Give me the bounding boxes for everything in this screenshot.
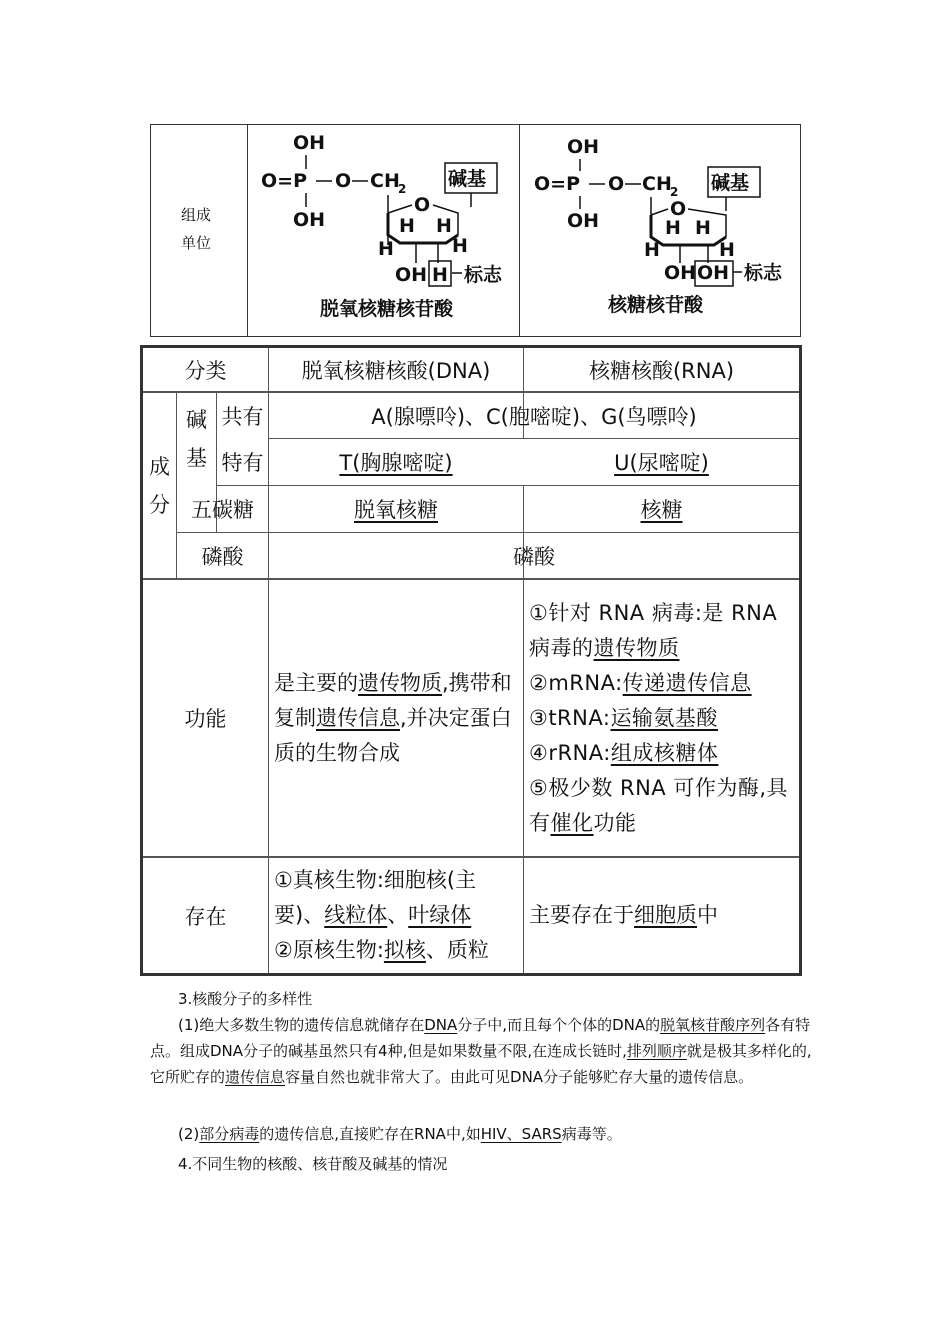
p1-text: 分子中,而且每个个体的DNA的 bbox=[457, 1016, 661, 1034]
rna-function-key: 组成核糖体 bbox=[610, 740, 719, 765]
rna-function-text: 功能 bbox=[593, 810, 637, 835]
mark-atom: OH bbox=[697, 262, 730, 284]
dna-sugar bbox=[269, 486, 523, 532]
p1-text: 就是极其多样化的,它所贮存的 bbox=[150, 1042, 812, 1086]
ribonucleotide-structure bbox=[520, 125, 802, 338]
dna-function-part: ,携带和复制 bbox=[274, 670, 512, 730]
o-double-p: O=P bbox=[534, 173, 580, 195]
base-label-1: 碱 bbox=[186, 408, 207, 432]
rna-existence bbox=[529, 858, 797, 973]
common-label: 共有 bbox=[221, 404, 264, 429]
p1-text: 各有特点。组成DNA分子的碱基虽然只有4种,但是如果数量不限,在连成长链时, bbox=[150, 1016, 811, 1060]
function-label: 功能 bbox=[184, 707, 227, 731]
dna-function-part: ,并决定蛋白质的生物合成 bbox=[274, 705, 512, 765]
dna-function-genetic-material: 遗传物质 bbox=[358, 670, 442, 695]
unit-label: 组成 单位 bbox=[181, 206, 212, 252]
dna-existence-nucleus: 细胞核 bbox=[383, 868, 447, 892]
rna-function-key: 遗传物质 bbox=[593, 635, 680, 660]
mark-label: 标志 bbox=[744, 262, 783, 284]
component-label-2: 分 bbox=[149, 492, 170, 517]
p1-genetic-info: 遗传信息 bbox=[225, 1068, 286, 1086]
p1-text: 容量自然也就非常大了。由此可见DNA分子能够贮存大量的遗传信息。 bbox=[285, 1068, 754, 1086]
p2-some-viruses: 部分病毒 bbox=[199, 1125, 260, 1143]
base-label-2: 基 bbox=[186, 446, 207, 470]
base-label bbox=[177, 393, 216, 485]
mark-label: 标志 bbox=[464, 264, 503, 286]
dna-existence-part: 、 bbox=[387, 903, 409, 927]
rna-function-text: ②mRNA: bbox=[529, 670, 623, 695]
dna-existence-part: 、质粒 bbox=[425, 938, 489, 962]
ch2-group: CH bbox=[642, 173, 672, 195]
oh-bottom: OH bbox=[293, 209, 326, 231]
ring-h-4: H bbox=[719, 239, 735, 261]
oh-top: OH bbox=[567, 136, 600, 158]
component-label bbox=[143, 393, 176, 578]
dna-sugar-text: 脱氧核糖 bbox=[354, 498, 438, 522]
ester-o: O bbox=[608, 173, 625, 195]
oh-top: OH bbox=[293, 132, 326, 154]
ring-h-1: H bbox=[399, 215, 415, 237]
dna-function bbox=[274, 580, 522, 856]
header-category: 分类 bbox=[184, 358, 227, 383]
rna-function bbox=[529, 580, 797, 856]
dna-specific-base bbox=[269, 439, 523, 485]
p2-text: 的遗传信息,直接贮存在RNA中,如 bbox=[259, 1125, 481, 1143]
p1-dna: DNA bbox=[424, 1016, 458, 1034]
header-rna: 核糖核酸(RNA) bbox=[588, 358, 735, 383]
dna-existence bbox=[274, 858, 522, 973]
dna-existence-part: ①真核生物: bbox=[274, 868, 384, 892]
sugar-label: 五碳糖 bbox=[191, 498, 254, 522]
dna-specific-text: T(胸腺嘧啶) bbox=[339, 451, 453, 475]
rna-function-item-4 bbox=[529, 736, 797, 771]
ring-h-2: H bbox=[436, 215, 452, 237]
rna-existence-part: 主要存在于 bbox=[529, 903, 634, 927]
base-label: 碱基 bbox=[448, 168, 487, 190]
ring-oxygen: O bbox=[670, 198, 687, 220]
deoxyribonucleotide-cell bbox=[248, 124, 519, 337]
dna-existence-text bbox=[274, 863, 522, 968]
paragraph-1 bbox=[150, 1012, 816, 1090]
rna-function-text: ①针对 RNA 病毒:是 RNA 病毒的 bbox=[529, 600, 778, 660]
p1-order: 排列顺序 bbox=[626, 1042, 687, 1060]
dna-existence-mitochondria: 线粒体 bbox=[324, 903, 388, 927]
rna-function-text: ③tRNA: bbox=[529, 705, 611, 730]
dna-existence-part: (主要)、 bbox=[274, 868, 477, 927]
ring-h-3: H bbox=[378, 238, 394, 260]
phosphate-value: 磷酸 bbox=[513, 544, 555, 569]
dna-function-text bbox=[274, 666, 522, 771]
rna-function-key: 运输氨基酸 bbox=[610, 705, 718, 730]
rna-function-list bbox=[529, 596, 797, 841]
deoxyribonucleotide-structure bbox=[248, 125, 519, 338]
existence-label: 存在 bbox=[184, 904, 227, 929]
ring-oxygen: O bbox=[414, 194, 431, 216]
section-3-title: 3.核酸分子的多样性 bbox=[178, 990, 313, 1008]
header-dna: 脱氧核糖核酸(DNA) bbox=[301, 358, 491, 383]
rna-sugar bbox=[524, 486, 799, 532]
rna-existence-part: 中 bbox=[697, 903, 718, 927]
dna-existence-part: ②原核生物: bbox=[274, 938, 384, 962]
rna-sugar-text: 核糖 bbox=[640, 498, 683, 522]
ch2-subscript: 2 bbox=[670, 185, 679, 199]
ch2-subscript: 2 bbox=[398, 182, 407, 196]
common-bases: A(腺嘌呤)、C(胞嘧啶)、G(鸟嘌呤) bbox=[371, 404, 697, 429]
p2-virus-names: HIV、SARS bbox=[480, 1125, 562, 1143]
phosphate-label: 磷酸 bbox=[201, 544, 244, 569]
dna-function-genetic-info: 遗传信息 bbox=[316, 705, 400, 730]
dna-function-part: 是主要的 bbox=[274, 670, 358, 695]
ester-o: O bbox=[335, 170, 352, 192]
ribonucleotide-cell bbox=[519, 124, 801, 337]
paragraph-2 bbox=[150, 1121, 816, 1147]
nucleotide-structure-table bbox=[150, 124, 801, 337]
deoxy-caption: 脱氧核糖核苷酸 bbox=[320, 298, 454, 320]
dna-existence-chloroplast: 叶绿体 bbox=[408, 903, 472, 927]
rna-function-item-2 bbox=[529, 666, 797, 701]
oh-bottom: OH bbox=[567, 210, 600, 232]
rna-function-text: ④rRNA: bbox=[529, 740, 611, 765]
rna-function-item-1 bbox=[529, 596, 797, 666]
unit-label-cell bbox=[150, 124, 248, 337]
ring-h-2: H bbox=[695, 217, 711, 239]
rna-function-key: 传递遗传信息 bbox=[622, 670, 752, 695]
o-double-p: O=P bbox=[261, 170, 307, 192]
ribo-caption: 核糖核苷酸 bbox=[608, 294, 704, 316]
p1-text: (1)绝大多数生物的遗传信息就储存在 bbox=[178, 1016, 425, 1034]
ring-h-4: H bbox=[452, 235, 468, 257]
specific-label: 特有 bbox=[221, 451, 264, 475]
rna-function-text: ⑤极少数 RNA 可作为酶,具有 bbox=[529, 775, 789, 835]
rna-function-item-3 bbox=[529, 701, 797, 736]
base-label: 碱基 bbox=[711, 172, 750, 194]
component-label-1: 成 bbox=[149, 454, 170, 479]
dna-existence-nucleoid: 拟核 bbox=[383, 938, 426, 962]
p2-text: 病毒等。 bbox=[561, 1125, 622, 1143]
rna-function-key: 催化 bbox=[550, 810, 594, 835]
ring-h-3: H bbox=[644, 239, 660, 261]
section-4-title: 4.不同生物的核酸、核苷酸及碱基的情况 bbox=[178, 1155, 448, 1173]
rna-function-item-5 bbox=[529, 771, 797, 841]
ch2-group: CH bbox=[370, 170, 400, 192]
rna-existence-cytoplasm: 细胞质 bbox=[634, 903, 697, 927]
mark-atom: H bbox=[432, 264, 448, 286]
oh-c3: OH bbox=[395, 264, 428, 286]
ring-h-1: H bbox=[665, 217, 681, 239]
dna-rna-comparison-table bbox=[140, 345, 802, 976]
rna-specific-text: U(尿嘧啶) bbox=[614, 451, 709, 475]
rna-existence-text bbox=[529, 898, 718, 933]
rna-specific-base bbox=[524, 439, 799, 485]
p2-text: (2) bbox=[178, 1125, 200, 1143]
p1-sequence: 脱氧核苷酸序列 bbox=[660, 1016, 766, 1034]
oh-c3: OH bbox=[664, 262, 697, 284]
